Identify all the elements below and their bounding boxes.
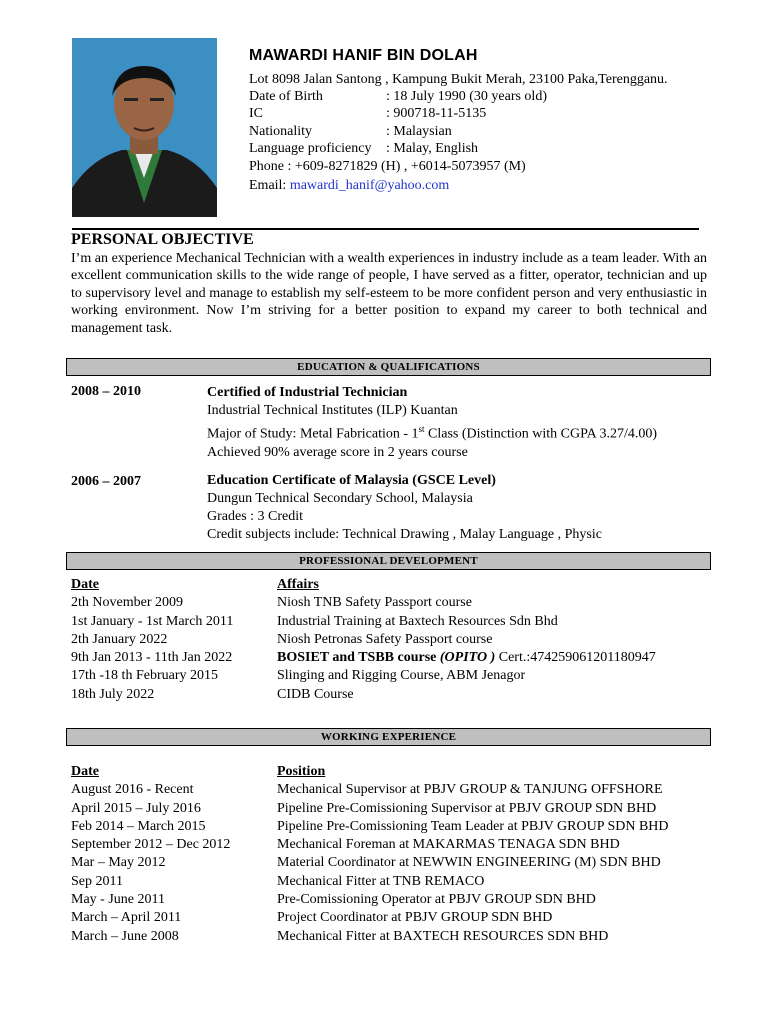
work-date: Feb 2014 – March 2015 xyxy=(71,818,206,834)
affairs-header: Affairs xyxy=(277,577,319,592)
email-line xyxy=(249,177,449,194)
work-position-column xyxy=(277,763,669,946)
professional-date: 2th January 2022 xyxy=(71,631,168,647)
education-grades: Grades : 3 Credit xyxy=(207,509,304,524)
detail-label: IC xyxy=(249,106,263,121)
objective-title: PERSONAL OBJECTIVE xyxy=(71,231,254,248)
work-position: Pipeline Pre-Comissioning Team Leader at PBJV GROUP SDN BHD xyxy=(277,818,669,834)
professional-date: 17th -18 th February 2015 xyxy=(71,668,218,684)
work-position: Mechanical Fitter at TNB REMACO xyxy=(277,873,485,889)
date-header: Date xyxy=(71,577,99,592)
professional-affair: Niosh Petronas Safety Passport course xyxy=(277,631,493,647)
work-position: Mechanical Foreman at MAKARMAS TENAGA SDN BHD xyxy=(277,837,620,853)
email-link[interactable]: mawardi_hanif@yahoo.com xyxy=(289,178,450,193)
education-heading: EDUCATION & QUALIFICATIONS xyxy=(66,358,711,376)
professional-affair: Slinging and Rigging Course, ABM Jenagor xyxy=(277,668,526,684)
professional-date: 1st January - 1st March 2011 xyxy=(71,613,234,629)
position-header: Position xyxy=(277,764,326,779)
work-date: Sep 2011 xyxy=(71,873,123,889)
education-title: Certified of Industrial Technician xyxy=(207,385,408,400)
work-date: August 2016 - Recent xyxy=(71,782,194,798)
detail-language xyxy=(249,140,478,157)
professional-affair: Industrial Training at Baxtech Resources Sdn Bhd xyxy=(277,613,558,629)
professional-affair: CIDB Course xyxy=(277,686,354,702)
work-date: March – June 2008 xyxy=(71,928,179,944)
education-item xyxy=(207,384,657,462)
education-subjects: Credit subjects include: Technical Drawing , Malay Language , Physic xyxy=(207,527,602,542)
professional-heading: PROFESSIONAL DEVELOPMENT xyxy=(66,552,711,570)
work-position: Material Coordinator at NEWWIN ENGINEERING (M) SDN BHD xyxy=(277,855,661,871)
address: Lot 8098 Jalan Santong , Kampung Bukit Merah, 23100 Paka,Terengganu. xyxy=(249,72,668,87)
objective-body: I’m an experience Mechanical Technician with a wealth experiences in industry include as a team leader. With an excellent communication skills to the wide range of people, I have served as a fitter, operator, technician and up to supervisory level and manage to establish my self-esteem to be more confident person and very enthusiastic in working environment. Now I’m striving for a better position to expand my career to both technical and management task. xyxy=(71,251,707,336)
phone: Phone : +609-8271829 (H) , +6014-5073957 (M) xyxy=(249,159,526,174)
detail-label: Language proficiency xyxy=(249,141,372,156)
work-position: Pre-Comissioning Operator at PBJV GROUP SDN BHD xyxy=(277,892,596,908)
profile-photo xyxy=(72,38,217,217)
professional-affair: Niosh TNB Safety Passport course xyxy=(277,595,472,611)
work-date-column xyxy=(71,763,230,946)
professional-date: 18th July 2022 xyxy=(71,686,155,702)
work-date: April 2015 – July 2016 xyxy=(71,800,201,816)
detail-value: : 900718-11-5135 xyxy=(386,106,487,121)
work-date: September 2012 – Dec 2012 xyxy=(71,837,231,853)
detail-value: : Malaysian xyxy=(386,124,452,139)
work-position: Project Coordinator at PBJV GROUP SDN BHD xyxy=(277,910,553,926)
work-heading: WORKING EXPERIENCE xyxy=(66,728,711,746)
professional-date-column xyxy=(71,576,233,704)
education-note: Achieved 90% average score in 2 years course xyxy=(207,444,468,460)
education-major: Major of Study: Metal Fabrication - 1st Class (Distinction with CGPA 3.27/4.00) xyxy=(207,424,657,442)
work-position: Mechanical Fitter at BAXTECH RESOURCES SDN BHD xyxy=(277,928,609,944)
detail-nationality xyxy=(249,123,452,140)
professional-affairs-column xyxy=(277,576,656,704)
work-date: March – April 2011 xyxy=(71,910,182,926)
professional-affair: BOSIET and TSBB course (OPITO ) Cert.:474259061201180947 xyxy=(277,650,656,666)
detail-label: Nationality xyxy=(249,124,312,139)
detail-value: : 18 July 1990 (30 years old) xyxy=(386,89,547,104)
education-school: Dungun Technical Secondary School, Malaysia xyxy=(207,491,473,506)
education-item xyxy=(207,472,602,544)
work-date: May - June 2011 xyxy=(71,892,165,908)
detail-dob xyxy=(249,88,547,105)
education-years: 2006 – 2007 xyxy=(71,474,141,489)
education-years: 2008 – 2010 xyxy=(71,384,141,399)
professional-date: 2th November 2009 xyxy=(71,595,183,611)
professional-date: 9th Jan 2013 - 11th Jan 2022 xyxy=(71,650,233,666)
detail-value: : Malay, English xyxy=(386,141,479,156)
header-divider xyxy=(72,228,699,230)
detail-label: Date of Birth xyxy=(249,89,323,104)
detail-ic xyxy=(249,105,486,122)
email-label: Email: xyxy=(249,178,287,193)
date-header: Date xyxy=(71,764,99,779)
work-date: Mar – May 2012 xyxy=(71,855,166,871)
education-school: Industrial Technical Institutes (ILP) Kuantan xyxy=(207,403,458,418)
work-position: Mechanical Supervisor at PBJV GROUP & TANJUNG OFFSHORE xyxy=(277,782,663,798)
education-title: Education Certificate of Malaysia (GSCE Level) xyxy=(207,473,496,488)
candidate-name: MAWARDI HANIF BIN DOLAH xyxy=(249,47,478,64)
work-position: Pipeline Pre-Comissioning Supervisor at PBJV GROUP SDN BHD xyxy=(277,800,657,816)
